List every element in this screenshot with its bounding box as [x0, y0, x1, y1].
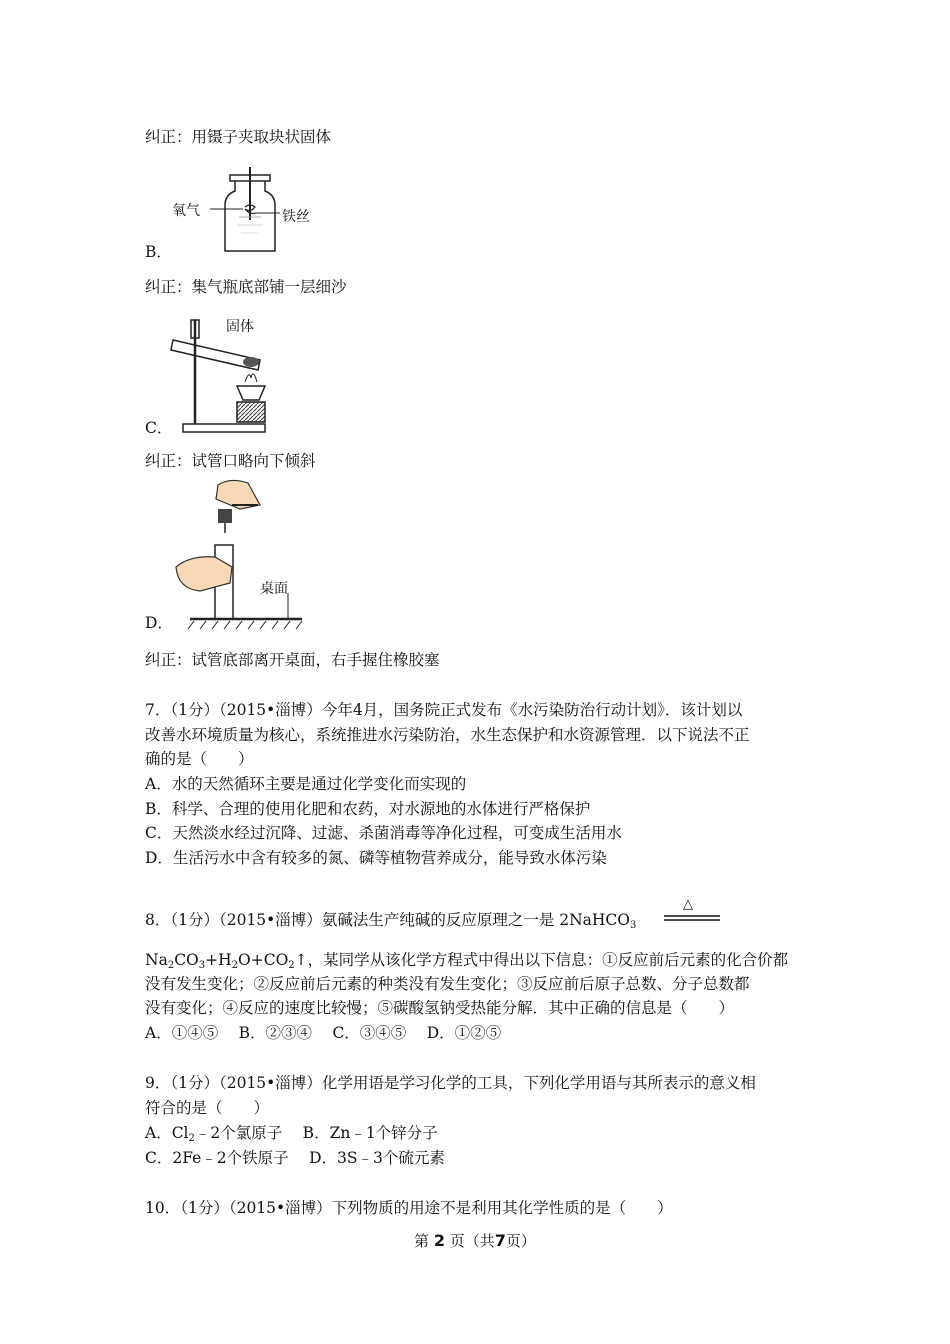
heating-test-tube-figure [165, 312, 285, 436]
q7-stem-line-2: 改善水环境质量为核心，系统推进水污染防治，水生态保护和水资源管理．以下说法不正 [145, 726, 750, 744]
q7-option-d: D．生活污水中含有较多的氮、磷等植物营养成分，能导致水体污染 [145, 849, 607, 867]
desk-label: 桌面 [260, 581, 288, 597]
footer-post: 页） [505, 1232, 536, 1250]
option-c: C． [145, 419, 173, 437]
q7-option-b: B．科学、合理的使用化肥和农药，对水源地的水体进行严格保护 [145, 800, 591, 818]
q9-opt-a-pre: A．Cl [145, 1124, 189, 1142]
oxygen-label: 氧气 [172, 203, 200, 219]
q9-stem-line-1: 9．（1分）（2015•淄博）化学用语是学习化学的工具，下列化学用语与其所表示的意义相 [145, 1074, 756, 1092]
q8-part-7: 2 [288, 960, 295, 971]
q8-part-3: 3 [198, 960, 206, 971]
q8-part-6: O+CO [238, 951, 289, 969]
q9-options-cd: C．2Fe﹣2个铁原子 D．3S﹣3个硫元素 [145, 1149, 445, 1167]
q7-stem-line-3: 确的是（ ） [145, 750, 254, 768]
test-tube-stopper-figure [170, 475, 310, 630]
footer-mid: 页（共 [449, 1232, 495, 1250]
page-footer [0, 1230, 950, 1251]
q7-stem-line-1: 7．（1分）（2015•淄博）今年4月，国务院正式发布《水污染防治行动计划》．该计划以 [145, 701, 743, 719]
q8-stem-line-3: 没有发生变化；②反应前后元素的种类没有发生变化；③反应前后原子总数、分子总数都 [145, 975, 750, 993]
footer-total-pages: 7 [494, 1231, 506, 1250]
q7-option-c: C．天然淡水经过沉降、过滤、杀菌消毒等净化过程，可变成生活用水 [145, 824, 622, 842]
q8-stem-line-1 [145, 909, 636, 937]
footer-pre: 第 [414, 1232, 430, 1250]
option-d: D． [145, 614, 173, 632]
q7-option-a: A．水的天然循环主要是通过化学变化而实现的 [145, 775, 467, 793]
q9-opt-a-post: ﹣2个氯原子 B．Zn﹣1个锌分子 [194, 1124, 438, 1142]
q9-stem-line-2: 符合的是（ ） [145, 1099, 270, 1117]
delta-symbol: △ [683, 897, 693, 912]
q8-options: A．①④⑤ B．②③④ C．③④⑤ D．①②⑤ [145, 1024, 502, 1042]
q8-part-4: +H [205, 951, 232, 969]
q9-opt-a-sub: 2 [188, 1133, 195, 1144]
correction-a: 纠正：用镊子夹取块状固体 [145, 128, 332, 146]
iron-wire-label: 铁丝 [282, 209, 310, 225]
q8-part-5: 2 [231, 960, 239, 971]
q8-stem-line-4: 没有变化；④反应的速度比较慢；⑤碳酸氢钠受热能分解．其中正确的信息是（ ） [145, 999, 735, 1017]
q8-stem-sub: 3 [630, 920, 637, 931]
q8-part-1: 2 [167, 960, 175, 971]
q8-stem-start: 8．（1分）（2015•淄博）氨碱法生产纯碱的反应原理之一是 2NaHCO [145, 911, 630, 929]
q9-options-ab [145, 1122, 438, 1150]
correction-c: 纠正：试管口略向下倾斜 [145, 452, 316, 470]
q10-stem: 10．（1分）（2015•淄博）下列物质的用途不是利用其化学性质的是（ ） [145, 1199, 673, 1217]
q8-part-8: ↑，某同学从该化学方程式中得出以下信息：①反应前后元素的化合价都 [294, 951, 789, 969]
correction-d: 纠正：试管底部离开桌面，右手握住橡胶塞 [145, 651, 440, 669]
footer-page-number: 2 [433, 1231, 445, 1250]
correction-b: 纠正：集气瓶底部铺一层细沙 [145, 278, 347, 296]
option-b: B． [145, 243, 172, 261]
q8-part-0: Na [145, 951, 168, 969]
q8-part-2: CO [174, 951, 199, 969]
solid-label: 固体 [226, 319, 254, 335]
